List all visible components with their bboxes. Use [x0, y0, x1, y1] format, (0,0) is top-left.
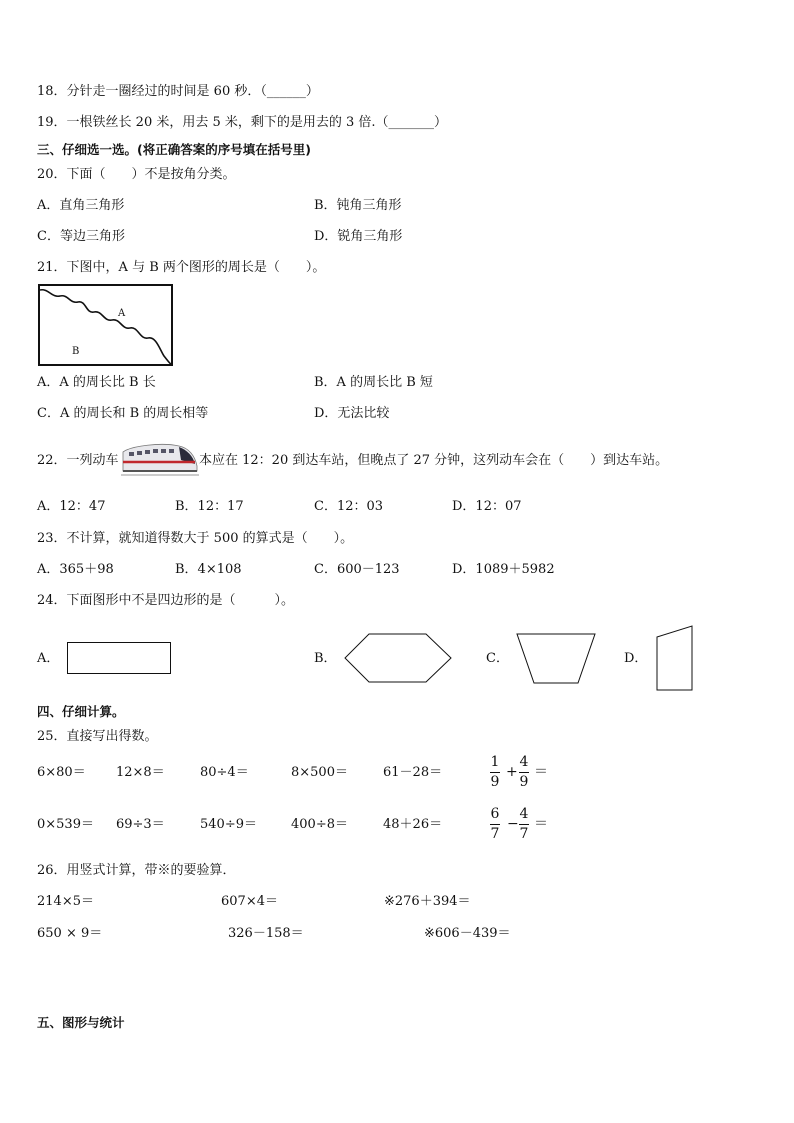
q20-option-c[interactable]: C．等边三角形: [37, 229, 125, 244]
q22-option-b[interactable]: B．12：17: [175, 499, 244, 514]
section-3-heading: 三、仔细选一选。(将正确答案的序号填在括号里): [37, 142, 311, 157]
section-4-heading: 四、仔细计算。: [37, 704, 125, 719]
question-25-stem: 25．直接写出得数。: [37, 729, 158, 744]
vertical-calc-item: 650 × 9＝: [37, 926, 103, 941]
vertical-calc-item: 607×4＝: [221, 894, 278, 909]
right-trapezoid-shape: [656, 625, 693, 691]
numerator: 1: [490, 754, 500, 770]
calc-item: 48＋26＝: [383, 817, 443, 832]
numerator: 6: [490, 806, 500, 822]
calc-item: 0×539＝: [37, 817, 94, 832]
q21-option-b[interactable]: B．A 的周长比 B 短: [314, 375, 433, 390]
section-5-heading: 五、图形与统计: [37, 1015, 125, 1030]
equals-sign: ＝: [534, 764, 548, 780]
equals-sign: ＝: [534, 816, 548, 832]
vertical-calc-item: 326－158＝: [228, 926, 304, 941]
denominator: 9: [490, 774, 500, 790]
denominator: 7: [519, 826, 529, 842]
q24-option-c[interactable]: C．: [486, 651, 509, 666]
q22-option-a[interactable]: A．12：47: [37, 499, 106, 514]
fraction-6-7: [490, 806, 500, 843]
q21-option-a[interactable]: A．A 的周长比 B 长: [37, 375, 156, 390]
q23-option-b[interactable]: B．4×108: [175, 562, 242, 577]
q22-option-c[interactable]: C．12：03: [314, 499, 384, 514]
fraction-4-9: [519, 754, 529, 791]
q20-option-d[interactable]: D．锐角三角形: [314, 229, 403, 244]
fraction-1-9: [490, 754, 500, 791]
calc-item: 80÷4＝: [200, 765, 249, 780]
figure-label-a: A: [118, 308, 126, 319]
question-22-stem-pre: 22．一列动车: [37, 453, 119, 468]
question-20-stem: 20．下面（ ）不是按角分类。: [37, 167, 236, 182]
rectangle-shape: [67, 642, 171, 674]
q24-option-d[interactable]: D．: [624, 651, 648, 666]
question-19: 19．一根铁丝长 20 米，用去 5 米，剩下的是用去的 3 倍.（_______）: [37, 115, 448, 130]
q23-option-c[interactable]: C．600－123: [314, 562, 400, 577]
question-23-stem: 23．不计算，就知道得数大于 500 的算式是（ ）。: [37, 531, 354, 546]
fraction-4-7: [519, 806, 529, 843]
q23-option-d[interactable]: D．1089＋5982: [452, 562, 555, 577]
vertical-calc-item: 214×5＝: [37, 894, 94, 909]
q24-option-b[interactable]: B．: [314, 651, 337, 666]
q24-option-a[interactable]: A．: [37, 651, 60, 666]
calc-item: 12×8＝: [116, 765, 165, 780]
q20-option-a[interactable]: A．直角三角形: [37, 198, 125, 213]
denominator: 7: [490, 826, 500, 842]
bullet-train-icon: [121, 438, 199, 480]
calc-item: 6×80＝: [37, 765, 86, 780]
calc-item: 69÷3＝: [116, 817, 165, 832]
question-22-stem-post: 本应在 12：20 到达车站，但晚点了 27 分钟，这列动车会在（ ）到达车站。: [199, 453, 669, 468]
numerator: 4: [519, 806, 529, 822]
vertical-calc-item: ※606－439＝: [424, 926, 511, 941]
calc-item: 540÷9＝: [200, 817, 257, 832]
plus-operator: +: [506, 764, 518, 780]
calc-item: 61－28＝: [383, 765, 443, 780]
vertical-calc-item: ※276＋394＝: [384, 894, 471, 909]
denominator: 9: [519, 774, 529, 790]
trapezoid-shape: [516, 633, 596, 684]
q21-option-c[interactable]: C．A 的周长和 B 的周长相等: [37, 406, 209, 421]
question-18: 18．分针走一圈经过的时间是 60 秒．（______）: [37, 84, 319, 99]
q22-option-d[interactable]: D．12：07: [452, 499, 522, 514]
hexagon-shape: [344, 633, 452, 683]
perimeter-figure: [38, 284, 174, 366]
calc-item: 400÷8＝: [291, 817, 348, 832]
figure-label-b: B: [72, 346, 80, 357]
q20-option-b[interactable]: B．钝角三角形: [314, 198, 402, 213]
calc-item: 8×500＝: [291, 765, 348, 780]
question-21-stem: 21．下图中，A 与 B 两个图形的周长是（ ）。: [37, 260, 326, 275]
question-26-stem: 26．用竖式计算，带※的要验算．: [37, 863, 236, 878]
q23-option-a[interactable]: A．365＋98: [37, 562, 114, 577]
q21-option-d[interactable]: D．无法比较: [314, 406, 390, 421]
question-24-stem: 24．下面图形中不是四边形的是（ ）。: [37, 593, 295, 608]
numerator: 4: [519, 754, 529, 770]
minus-operator: −: [507, 816, 519, 832]
